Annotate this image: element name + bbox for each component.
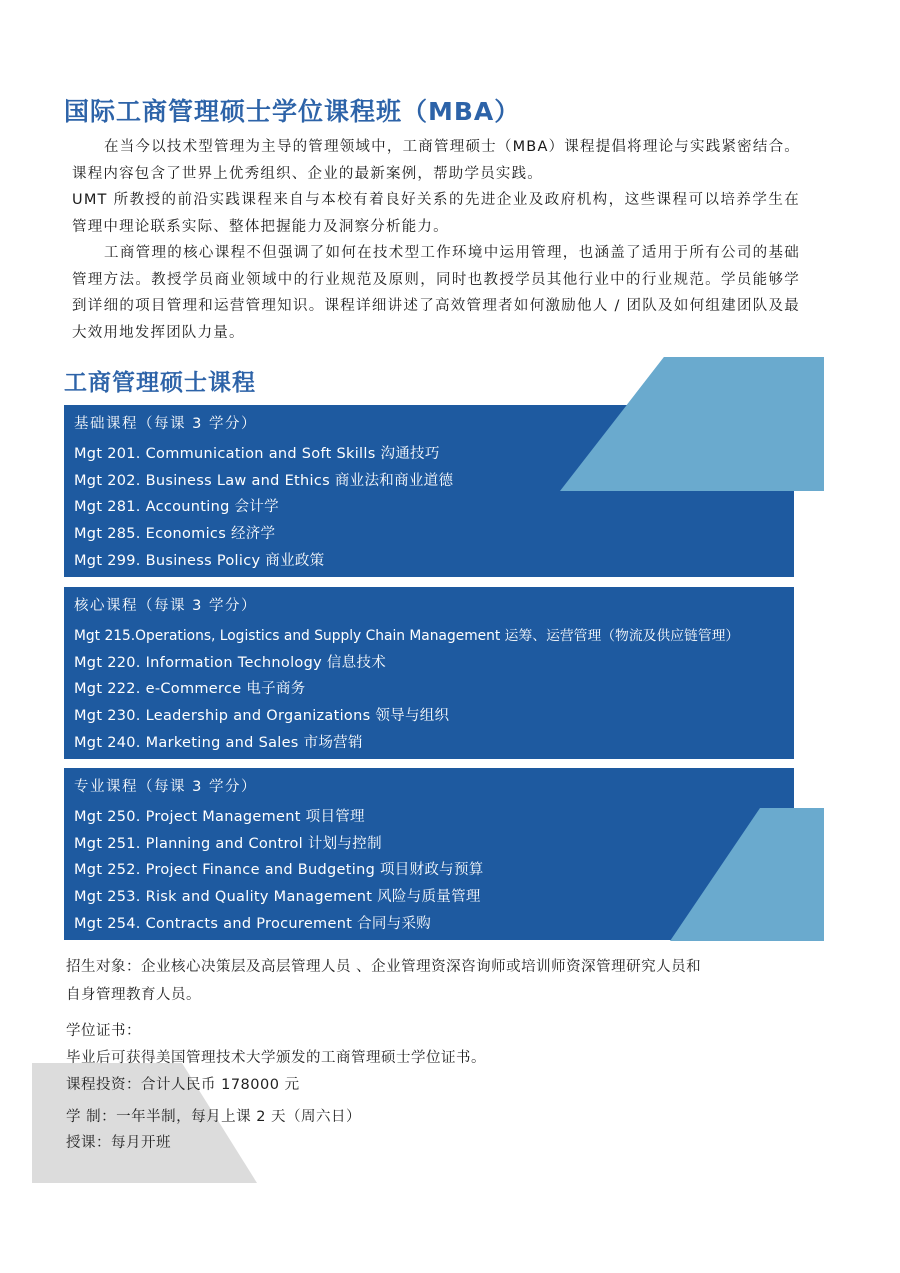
- block-title: 核心课程（每课 3 学分）: [74, 598, 257, 614]
- course-item: Mgt 250. Project Management 项目管理: [74, 809, 365, 825]
- course-item: Mgt 222. e-Commerce 电子商务: [74, 681, 306, 698]
- schedule: 学 制：一年半制，每月上课 2 天（周六日）: [66, 1109, 362, 1125]
- course-item: Mgt 285. Economics 经济学: [74, 526, 276, 543]
- course-item: Mgt 202. Business Law and Ethics 商业法和商业道德: [74, 472, 454, 489]
- course-item: Mgt 299. Business Policy 商业政策: [74, 552, 325, 569]
- section-title: 工商管理硕士课程: [64, 370, 256, 396]
- course-item: Mgt 254. Contracts and Procurement 合同与采购: [74, 915, 432, 932]
- white-notch: [794, 768, 824, 808]
- light-blue-decoration-bottom: [670, 808, 824, 941]
- certificate-label: 学位证书：: [66, 1023, 141, 1039]
- course-item: Mgt 220. Information Technology 信息技术: [74, 654, 387, 671]
- course-item: Mgt 230. Leadership and Organizations 领导与组织: [74, 708, 450, 725]
- intro-paragraph: UMT 所教授的前沿实践课程来自与本校有着良好关系的先进企业及政府机构，这些课程可以培养学生在管理中理论联系实际、整体把握能力及洞察分析能力。: [72, 192, 800, 235]
- course-item: Mgt 215.Operations, Logistics and Supply Chain Management 运筹、运营管理（物流及供应链管理）: [74, 628, 740, 644]
- course-item: Mgt 251. Planning and Control 计划与控制: [74, 835, 382, 852]
- course-item: Mgt 201. Communication and Soft Skills 沟通技巧: [74, 446, 440, 462]
- course-item: Mgt 252. Project Finance and Budgeting 项目财政与预算: [74, 862, 484, 879]
- intro-paragraph: 在当今以技术型管理为主导的管理领域中，工商管理硕士（MBA）课程提倡将理论与实践紧密结合。课程内容包含了世界上优秀组织、企业的最新案例，帮助学员实践。: [72, 139, 800, 182]
- course-item: Mgt 240. Marketing and Sales 市场营销: [74, 734, 363, 751]
- certificate-text: 毕业后可获得美国管理技术大学颁发的工商管理硕士学位证书。: [66, 1050, 486, 1066]
- light-blue-decoration-overlay: [560, 357, 824, 491]
- course-list: [74, 623, 784, 756]
- course-block-core: [64, 587, 794, 759]
- intro-paragraph: 工商管理的核心课程不但强调了如何在技术型工作环境中运用管理，也涵盖了适用于所有公司的基础管理方法。教授学员商业领域中的行业规范及原则，同时也教授学员其他行业中的行业规范。学员能够学到详细的项目管理和运营管理知识。课程详细讲述了高效管理者如何激励他人 / 团队及如何组建团队及最大效用地发挥团队力量。: [72, 245, 800, 341]
- class-frequency: 授课：每月开班: [66, 1135, 171, 1151]
- course-item: Mgt 253. Risk and Quality Management 风险与质量管理: [74, 889, 481, 906]
- target-line-2: 自身管理教育人员。: [66, 987, 201, 1003]
- page-title: 国际工商管理硕士学位课程班（MBA）: [64, 97, 521, 126]
- intro-text: [72, 134, 800, 346]
- target-line-1: 招生对象：企业核心决策层及高层管理人员 、企业管理资深咨询师或培训师资深管理研究人员和: [66, 959, 702, 975]
- block-title: 专业课程（每课 3 学分）: [74, 779, 257, 795]
- block-title: 基础课程（每课 3 学分）: [74, 416, 257, 432]
- course-fee: 课程投资：合计人民币 178000 元: [66, 1077, 300, 1093]
- course-item: Mgt 281. Accounting 会计学: [74, 499, 279, 516]
